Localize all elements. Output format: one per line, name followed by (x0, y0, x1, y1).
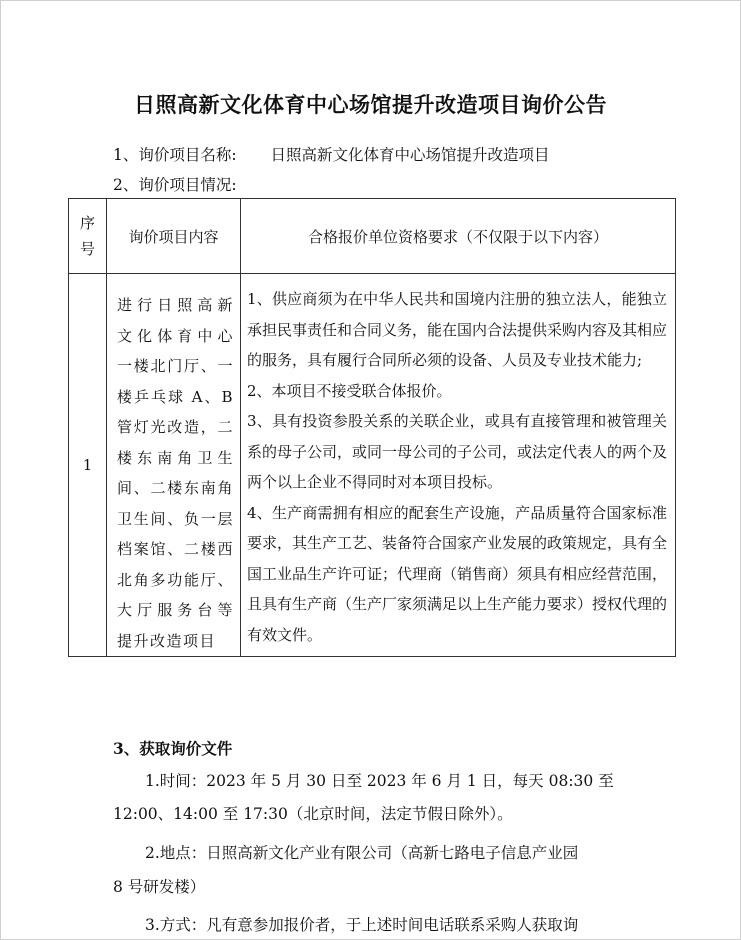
header-seq-text: 序号 (79, 214, 95, 258)
content-line: 大厅服务台等 (117, 601, 234, 619)
requirement-item: 2、本项目不接受联合体报价。 (247, 381, 452, 400)
content-line: 楼乒乓球 A、B (117, 387, 234, 406)
table-header-row (69, 199, 676, 274)
section1-value: 日照高新文化体育中心场馆提升改造项目 (270, 146, 550, 164)
section1-label: 1、询价项目名称: (113, 146, 237, 164)
content-line: 文化体育中心 (117, 326, 234, 345)
content-line: 北角多功能厅、 (117, 570, 234, 589)
time-line-2: 12:00、14:00 至 17:30（北京时间，法定节假日除外）。 (113, 805, 513, 823)
content-line: 楼东南角卫生 (117, 448, 234, 467)
section-project-name (113, 143, 549, 165)
project-info-table (68, 198, 676, 657)
content-line: 进行日照高新 (117, 296, 234, 314)
page-title: 日照高新文化体育中心场馆提升改造项目询价公告 (134, 92, 607, 117)
table-row (69, 274, 676, 657)
place-line-1: 2.地点：日照高新文化产业有限公司（高新七路电子信息产业园 (145, 844, 579, 862)
header-requirements: 合格报价单位资格要求（不仅限于以下内容） (241, 199, 676, 274)
method-line-1: 3.方式：凡有意参加报价者，于上述时间电话联系采购人获取询 (145, 916, 579, 934)
row-content (107, 274, 241, 657)
content-line: 档案馆、二楼西 (117, 540, 234, 558)
requirement-item: 1、供应商须为在中华人民共和国境内注册的独立法人，能独立承担民事责任和合同义务，能在国内合法提供采购内容及其相应的服务，具有履行合同所必须的设备、人员及专业技术能力; (247, 290, 668, 369)
section2-heading: 2、询价项目情况: (113, 176, 237, 194)
content-line: 管灯光改造，二 (117, 418, 234, 436)
content-line: 一楼北门厅、一 (117, 357, 234, 375)
place-line-2: 8 号研发楼） (113, 878, 206, 896)
row-seq: 1 (69, 274, 107, 657)
header-content: 询价项目内容 (107, 199, 241, 274)
header-seq (69, 199, 107, 274)
content-line: 间、二楼东南角 (117, 479, 234, 497)
requirement-item: 3、具有投资参股关系的关联企业，或具有直接管理和被管理关系的母子公司，或同一母公司的子公司，或法定代表人的两个及两个以上企业不得同时对本项目投标。 (247, 412, 668, 491)
content-line: 提升改造项目 (117, 631, 217, 650)
row-requirements (241, 274, 676, 657)
time-line-1: 1.时间：2023 年 5 月 30 日至 2023 年 6 月 1 日，每天 08:30 至 (145, 772, 614, 790)
content-line: 卫生间、负一层 (117, 509, 234, 528)
section3-heading: 3、获取询价文件 (113, 739, 233, 758)
requirement-item: 4、生产商需拥有相应的配套生产设施，产品质量符合国家标准要求，其生产工艺、装备符合国家产业发展的政策规定，具有全国工业品生产许可证；代理商（销售商）须具有相应经营范围，且具有生产商（生产厂家须满足以上生产能力要求）授权代理的有效文件。 (247, 503, 668, 644)
